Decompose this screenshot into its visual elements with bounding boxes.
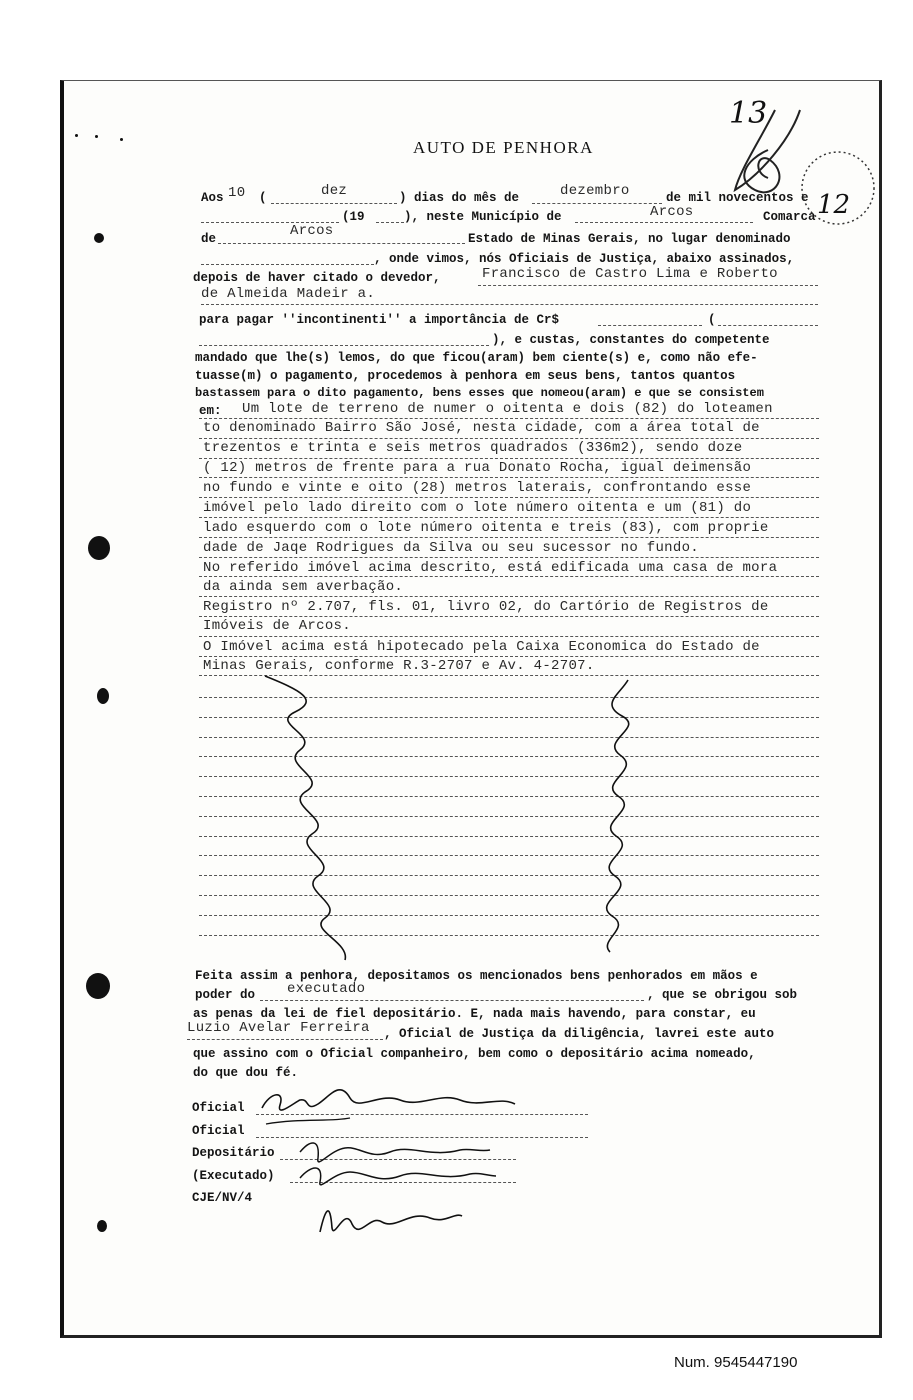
mandado-text: mandado que lhe(s) lemos, do que ficou(aram) bem ciente(s) e, como não efe- bbox=[195, 351, 758, 365]
dias-do-mes-label: ) dias do mês de bbox=[399, 191, 520, 205]
em-label: em: bbox=[199, 404, 222, 418]
body-line: da ainda sem averbação. bbox=[203, 579, 404, 595]
para-pagar-text: para pagar ''incontinenti'' a importância de Cr$ bbox=[199, 313, 560, 327]
body-line: imóvel pelo lado direito com o lote número oitenta e um (81) do bbox=[203, 500, 752, 516]
body-line: Um lote de terreno de numer o oitenta e dois (82) do loteamen bbox=[242, 401, 773, 417]
onde-vimos-text: , onde vimos, nós Oficiais de Justiça, abaixo assinados, bbox=[374, 252, 795, 266]
body-line: Imóveis de Arcos. bbox=[203, 618, 351, 634]
devedor-line-1: Francisco de Castro Lima e Roberto bbox=[482, 266, 778, 282]
body-line: lado esquerdo com o lote número oitenta e treis (83), com proprie bbox=[203, 520, 769, 536]
body-line: to denominado Bairro São José, nesta cidade, com a área total de bbox=[203, 420, 760, 436]
diligencia-text: , Oficial de Justiça da diligência, lavrei este auto bbox=[384, 1027, 775, 1041]
penas-text: as penas da lei de fiel depositário. E, nada mais havendo, para constar, eu bbox=[193, 1007, 756, 1021]
municipio-value: Arcos bbox=[650, 204, 694, 220]
day-typed: 10 bbox=[228, 185, 246, 201]
oficial-2-label: Oficial bbox=[192, 1124, 245, 1138]
custas-text: ), e custas, constantes do competente bbox=[492, 333, 770, 347]
body-line: ( 12) metros de frente para a rua Donato Rocha, igual deimensão bbox=[203, 460, 752, 476]
devedor-line-2: de Almeida Madeir a. bbox=[201, 286, 376, 302]
form-code: CJE/NV/4 bbox=[192, 1191, 253, 1205]
body-line: Minas Gerais, conforme R.3-2707 e Av. 4-2707. bbox=[203, 658, 595, 674]
body-line: No referido imóvel acima descrito, está edificada uma casa de mora bbox=[203, 560, 778, 576]
comarca-label: Comarca bbox=[763, 210, 816, 224]
do-que-text: do que dou fé. bbox=[193, 1066, 299, 1080]
body-line: Registro nº 2.707, fls. 01, livro 02, do Cartório de Registros de bbox=[203, 599, 769, 615]
body-line: trezentos e trinta e seis metros quadrados (336m2), sendo doze bbox=[203, 440, 743, 456]
de-label: de bbox=[201, 232, 217, 246]
document-id: Num. 9545447190 bbox=[674, 1354, 798, 1371]
que-assino-text: que assino com o Oficial companheiro, bem como o depositário acima nomeado, bbox=[193, 1047, 756, 1061]
year-prefix: (19 bbox=[342, 210, 365, 224]
oficial-name: Luzio Avelar Ferreira bbox=[187, 1020, 370, 1036]
depositario-name: executado bbox=[287, 981, 366, 997]
depois-text: depois de haver citado o devedor, bbox=[193, 271, 441, 285]
obrigou-text: , que se obrigou sob bbox=[647, 988, 798, 1002]
paren-open-2: ( bbox=[708, 313, 716, 327]
mil-novecentos-label: de mil novecentos e bbox=[666, 191, 809, 205]
margin-number-handwritten: 12 bbox=[817, 190, 851, 220]
executado-label: (Executado) bbox=[192, 1169, 275, 1183]
depositario-label: Depositário bbox=[192, 1146, 275, 1160]
body-line: dade de Jaqe Rodrigues da Silva ou seu sucessor no fundo. bbox=[203, 540, 699, 556]
oficial-1-label: Oficial bbox=[192, 1101, 245, 1115]
day-words: dez bbox=[321, 183, 348, 199]
document-title: AUTO DE PENHORA bbox=[413, 138, 594, 157]
municipio-label: ), neste Município de bbox=[404, 210, 562, 224]
tuasse-text: tuasse(m) o pagamento, procedemos à penhora em seus bens, tantos quantos bbox=[195, 369, 736, 383]
page-number-handwritten: 13 bbox=[729, 96, 768, 131]
month-value: dezembro bbox=[560, 183, 630, 199]
comarca-value: Arcos bbox=[290, 223, 334, 239]
body-line: O Imóvel acima está hipotecado pela Caixa Economica do Estado de bbox=[203, 639, 760, 655]
poder-do-label: poder do bbox=[195, 988, 256, 1002]
body-line: no fundo e vinte e oito (28) metros laterais, confrontando esse bbox=[203, 480, 752, 496]
feita-text: Feita assim a penhora, depositamos os mencionados bens penhorados em mãos e bbox=[195, 969, 758, 983]
estado-label: Estado de Minas Gerais, no lugar denominado bbox=[468, 232, 791, 246]
aos-label: Aos bbox=[201, 191, 224, 205]
bastassem-text: bastassem para o dito pagamento, bens esses que nomeou(aram) e que se consistem bbox=[195, 386, 764, 400]
paren-open: ( bbox=[259, 191, 267, 205]
